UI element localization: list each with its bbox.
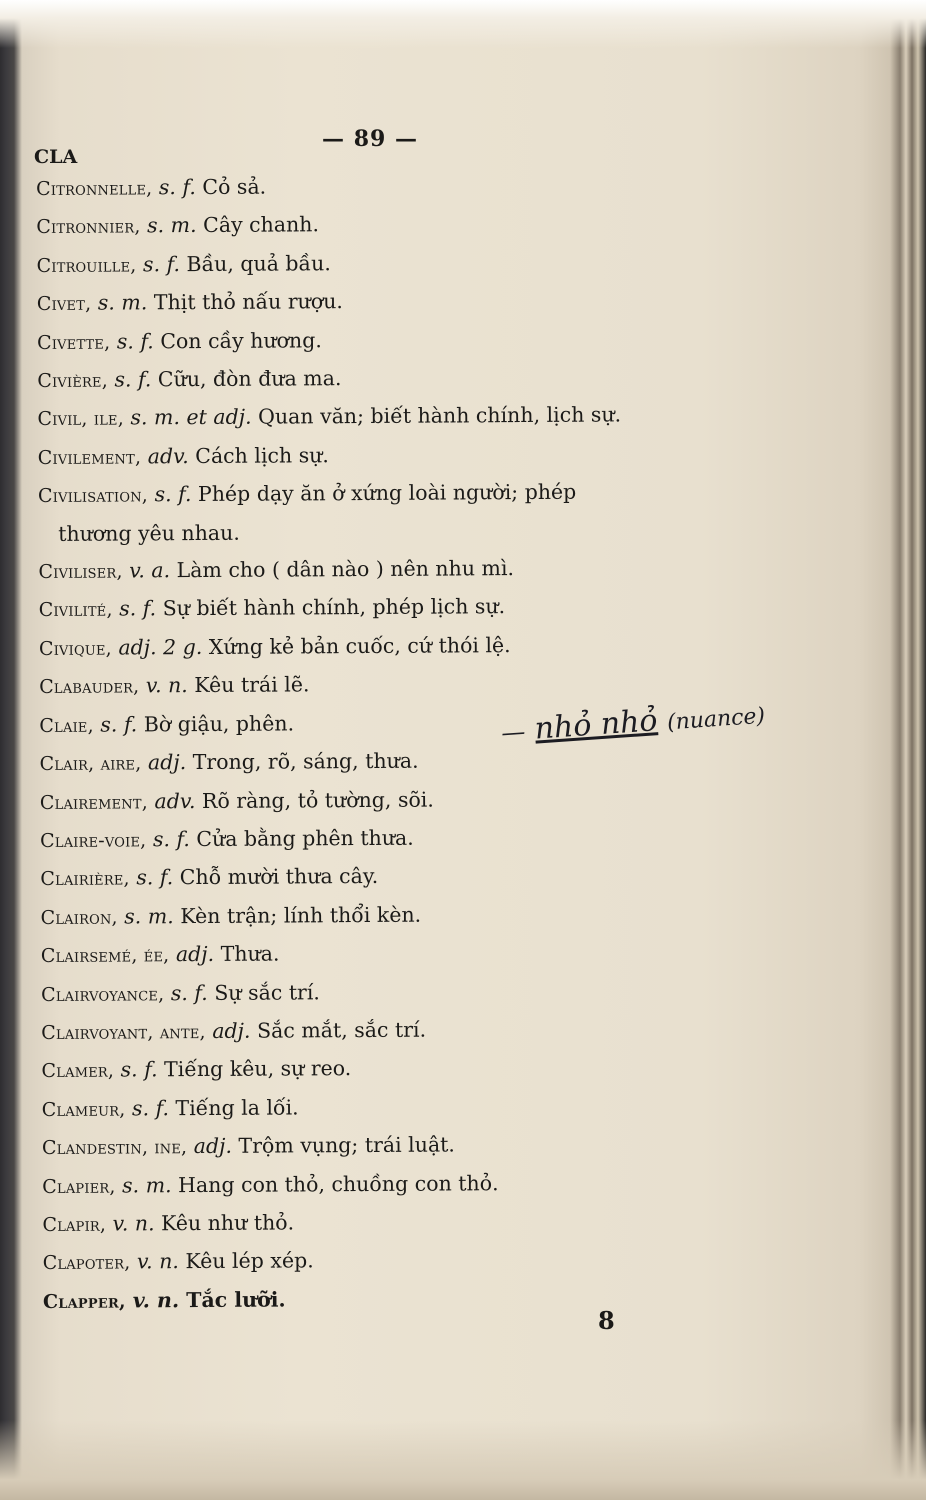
page-number: — 89 — bbox=[322, 126, 418, 152]
dictionary-entry bbox=[42, 1163, 742, 1206]
grammar-label: s. m. bbox=[124, 903, 174, 929]
running-head: CLA bbox=[34, 146, 78, 168]
definition: Quan văn; biết hành chính, lịch sự. bbox=[258, 402, 622, 430]
definition: Kêu trái lẽ. bbox=[194, 672, 310, 698]
grammar-label: adj. bbox=[212, 1018, 251, 1043]
dictionary-entry bbox=[36, 243, 736, 286]
headword: Citronnelle, bbox=[36, 177, 153, 200]
dictionary-entry bbox=[40, 856, 740, 899]
grammar-label: adj. 2 g. bbox=[118, 634, 203, 660]
grammar-label: adj. bbox=[175, 942, 215, 967]
dictionary-entry bbox=[40, 779, 740, 822]
headword: Clamer, bbox=[41, 1059, 115, 1083]
dictionary-entry bbox=[42, 1202, 742, 1245]
grammar-label: s. m. bbox=[97, 290, 148, 315]
dictionary-entry bbox=[40, 818, 740, 861]
headword: Clair, aire, bbox=[39, 752, 142, 776]
definition: Hang con thỏ, chuồng con thỏ. bbox=[178, 1170, 499, 1197]
dictionary-entry bbox=[41, 1010, 741, 1053]
headword: Claire-voie, bbox=[40, 829, 147, 852]
definition: Cữu, đòn đưa ma. bbox=[157, 366, 342, 392]
dictionary-entry bbox=[41, 1048, 741, 1091]
headword: Clapper, bbox=[42, 1290, 126, 1313]
grammar-label: s. f. bbox=[120, 1057, 158, 1082]
definition: Cửa bằng phên thưa. bbox=[196, 825, 414, 851]
grammar-label: s. f. bbox=[170, 980, 208, 1005]
headword: Clairvoyant, ante, bbox=[41, 1020, 206, 1044]
headword: Civilement, bbox=[37, 446, 142, 469]
headword: Civette, bbox=[36, 331, 111, 354]
dictionary-entry bbox=[38, 549, 738, 592]
headword: Civiliser, bbox=[38, 560, 123, 584]
entry-continuation: thương yêu nhau. bbox=[58, 520, 240, 546]
definition: Làm cho ( dân nào ) nên nhu mì. bbox=[176, 556, 515, 583]
definition: Kèn trận; lính thổi kèn. bbox=[180, 902, 422, 928]
definition: Chỗ mười thưa cây. bbox=[179, 864, 379, 890]
grammar-label: adj. bbox=[147, 750, 187, 775]
definition: Cỏ sả. bbox=[202, 174, 267, 199]
dictionary-entry bbox=[43, 1278, 743, 1321]
definition: Cách lịch sự. bbox=[195, 443, 329, 468]
definition: Trộm vụng; trái luật. bbox=[238, 1132, 455, 1158]
grammar-label: s. f. bbox=[152, 826, 190, 852]
grammar-label: v. n. bbox=[145, 673, 188, 698]
headword: Clairvoyance, bbox=[40, 982, 165, 1006]
dictionary-entry bbox=[41, 971, 741, 1014]
annotation-text: nhỏ nhỏ bbox=[533, 703, 659, 747]
headword: Clameur, bbox=[41, 1098, 126, 1121]
headword: Clairement, bbox=[39, 790, 148, 814]
dictionary-entry bbox=[42, 1125, 742, 1168]
definition: Thịt thỏ nấu rượu. bbox=[153, 289, 343, 315]
grammar-label: v. n. bbox=[132, 1287, 180, 1313]
definition: Sắc mắt, sắc trí. bbox=[256, 1017, 427, 1043]
annotation-paren: (nuance) bbox=[666, 703, 766, 736]
dictionary-entry bbox=[40, 894, 740, 937]
definition: Kêu như thỏ. bbox=[161, 1210, 295, 1236]
grammar-label: v. n. bbox=[112, 1211, 155, 1236]
definition: Con cầy hương. bbox=[160, 327, 322, 353]
dictionary-entry bbox=[42, 1086, 742, 1129]
dictionary-entry bbox=[38, 473, 738, 516]
grammar-label: s. f. bbox=[142, 251, 181, 277]
definition: Tắc lưỡi. bbox=[186, 1287, 286, 1312]
grammar-label: s. m. et adj. bbox=[130, 405, 252, 430]
annotation-dash: — bbox=[500, 717, 527, 747]
headword: Civière, bbox=[37, 369, 108, 393]
grammar-label: v. n. bbox=[136, 1249, 179, 1274]
headword: Clabauder, bbox=[39, 675, 140, 699]
grammar-label: s. f. bbox=[136, 865, 174, 890]
headword: Clapir, bbox=[42, 1213, 107, 1236]
definition: Bầu, quả bầu. bbox=[186, 251, 331, 276]
dictionary-entry bbox=[39, 664, 739, 707]
definition: Trong, rõ, sáng, thưa. bbox=[192, 748, 419, 775]
signature-mark: 8 bbox=[598, 1306, 615, 1335]
grammar-label: s. f. bbox=[114, 367, 152, 392]
dictionary-entry bbox=[39, 626, 739, 669]
dictionary-entry bbox=[37, 281, 737, 324]
definition: Sự sắc trí. bbox=[214, 979, 320, 1005]
headword: Clairsemé, ée, bbox=[40, 944, 170, 968]
grammar-label: adv. bbox=[147, 443, 189, 469]
grammar-label: s. f. bbox=[131, 1095, 170, 1121]
definition: Bờ giậu, phên. bbox=[143, 711, 295, 737]
grammar-label: s. f. bbox=[116, 328, 154, 354]
grammar-label: s. f. bbox=[119, 596, 157, 621]
definition: Cây chanh. bbox=[203, 212, 320, 238]
dictionary-entry bbox=[37, 358, 737, 401]
definition: Tiếng la lối. bbox=[175, 1095, 299, 1120]
headword: Clairière, bbox=[40, 867, 130, 891]
definition: Rõ ràng, tỏ tường, sõi. bbox=[201, 787, 434, 813]
grammar-label: s. m. bbox=[122, 1172, 172, 1198]
headword: Civique, bbox=[38, 637, 112, 660]
grammar-label: adv. bbox=[154, 788, 196, 813]
dictionary-entry bbox=[39, 587, 739, 630]
definition: Sự biết hành chính, phép lịch sự. bbox=[162, 594, 506, 621]
definition: Kêu lép xép. bbox=[185, 1248, 314, 1274]
definition: Xứng kẻ bản cuốc, cứ thói lệ. bbox=[208, 632, 511, 659]
grammar-label: v. a. bbox=[129, 558, 171, 583]
dictionary-entry bbox=[36, 204, 736, 247]
headword: Clandestin, ine, bbox=[41, 1136, 188, 1160]
headword: Civilisation, bbox=[37, 484, 149, 508]
dictionary-entry bbox=[43, 1240, 743, 1283]
definition: Phép dạy ăn ở xứng loài người; phép bbox=[197, 479, 577, 507]
dictionary-entry bbox=[37, 396, 737, 439]
dictionary-entry bbox=[41, 933, 741, 976]
headword: Citronnier, bbox=[36, 215, 141, 239]
grammar-label: s. f. bbox=[100, 712, 138, 737]
headword: Civil, ile, bbox=[37, 407, 124, 431]
definition: Thưa. bbox=[220, 941, 280, 967]
grammar-label: s. m. bbox=[147, 213, 197, 238]
definition: Tiếng kêu, sự reo. bbox=[164, 1056, 352, 1082]
grammar-label: s. f. bbox=[158, 175, 196, 200]
grammar-label: adj. bbox=[193, 1133, 233, 1159]
headword: Civet, bbox=[36, 292, 92, 316]
headword: Civilité, bbox=[38, 599, 113, 622]
headword: Clapoter, bbox=[42, 1251, 131, 1275]
headword: Clairon, bbox=[40, 906, 118, 929]
dictionary-entry bbox=[36, 166, 736, 209]
dictionary-entry bbox=[38, 435, 738, 478]
dictionary-entry bbox=[37, 319, 737, 362]
headword: Clapier, bbox=[42, 1175, 116, 1198]
headword: Citrouille, bbox=[36, 254, 137, 277]
grammar-label: s. f. bbox=[154, 482, 192, 507]
headword: Claie, bbox=[39, 714, 94, 737]
